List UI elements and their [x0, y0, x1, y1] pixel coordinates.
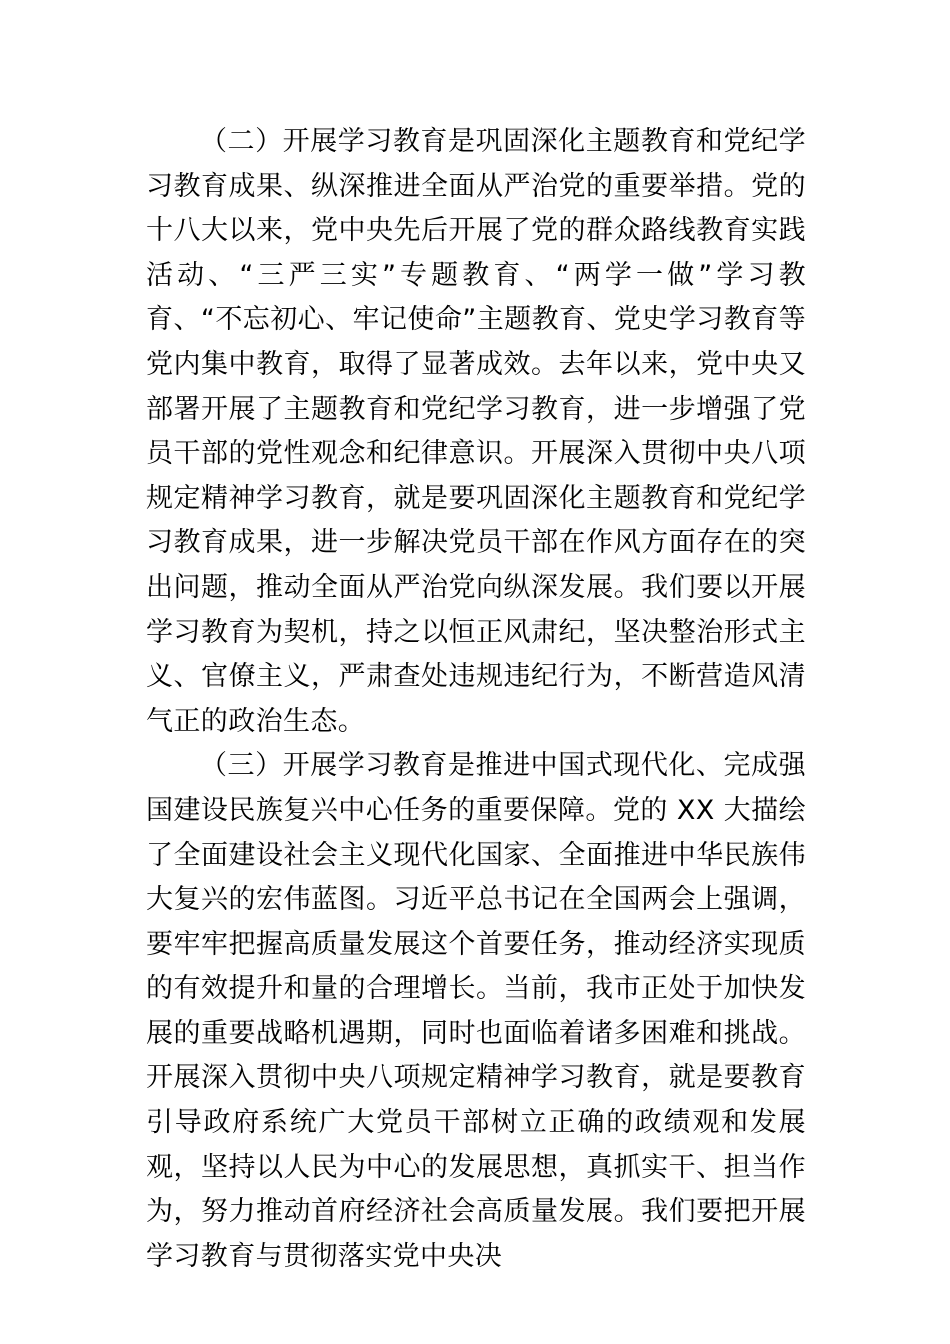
paragraph-section-2: （二）开展学习教育是巩固深化主题教育和党纪学习教育成果、纵深推进全面从严治党的重要举措。党的十八大以来，党中央先后开展了党的群众路线教育实践活动、“三严三实”专题教育、“两学一做”学习教育、“不忘初心、牢记使命”主题教育、党史学习教育等党内集中教育，取得了显著成效。去年以来，党中央又部署开展了主题教育和党纪学习教育，进一步增强了党员干部的党性观念和纪律意识。开展深入贯彻中央八项规定精神学习教育，就是要巩固深化主题教育和党纪学习教育成果，进一步解决党员干部在作风方面存在的突出问题，推动全面从严治党向纵深发展。我们要以开展学习教育为契机，持之以恒正风肃纪，坚决整治形式主义、官僚主义，严肃查处违规违纪行为，不断营造风清气正的政治生态。 [146, 126, 806, 737]
paragraph-section-3: （三）开展学习教育是推进中国式现代化、完成强国建设民族复兴中心任务的重要保障。党的 XX 大描绘了全面建设社会主义现代化国家、全面推进中华民族伟大复兴的宏伟蓝图。习近平总书记在全国两会上强调，要牢牢把握高质量发展这个首要任务，推动经济实现质的有效提升和量的合理增长。当前，我市正处于加快发展的重要战略机遇期，同时也面临着诸多困难和挑战。开展深入贯彻中央八项规定精神学习教育，就是要教育引导政府系统广大党员干部树立正确的政绩观和发展观，坚持以人民为中心的发展思想，真抓实干、担当作为，努力推动首府经济社会高质量发展。我们要把开展学习教育与贯彻落实党中央决 [146, 750, 806, 1272]
document-body [146, 120, 806, 1279]
